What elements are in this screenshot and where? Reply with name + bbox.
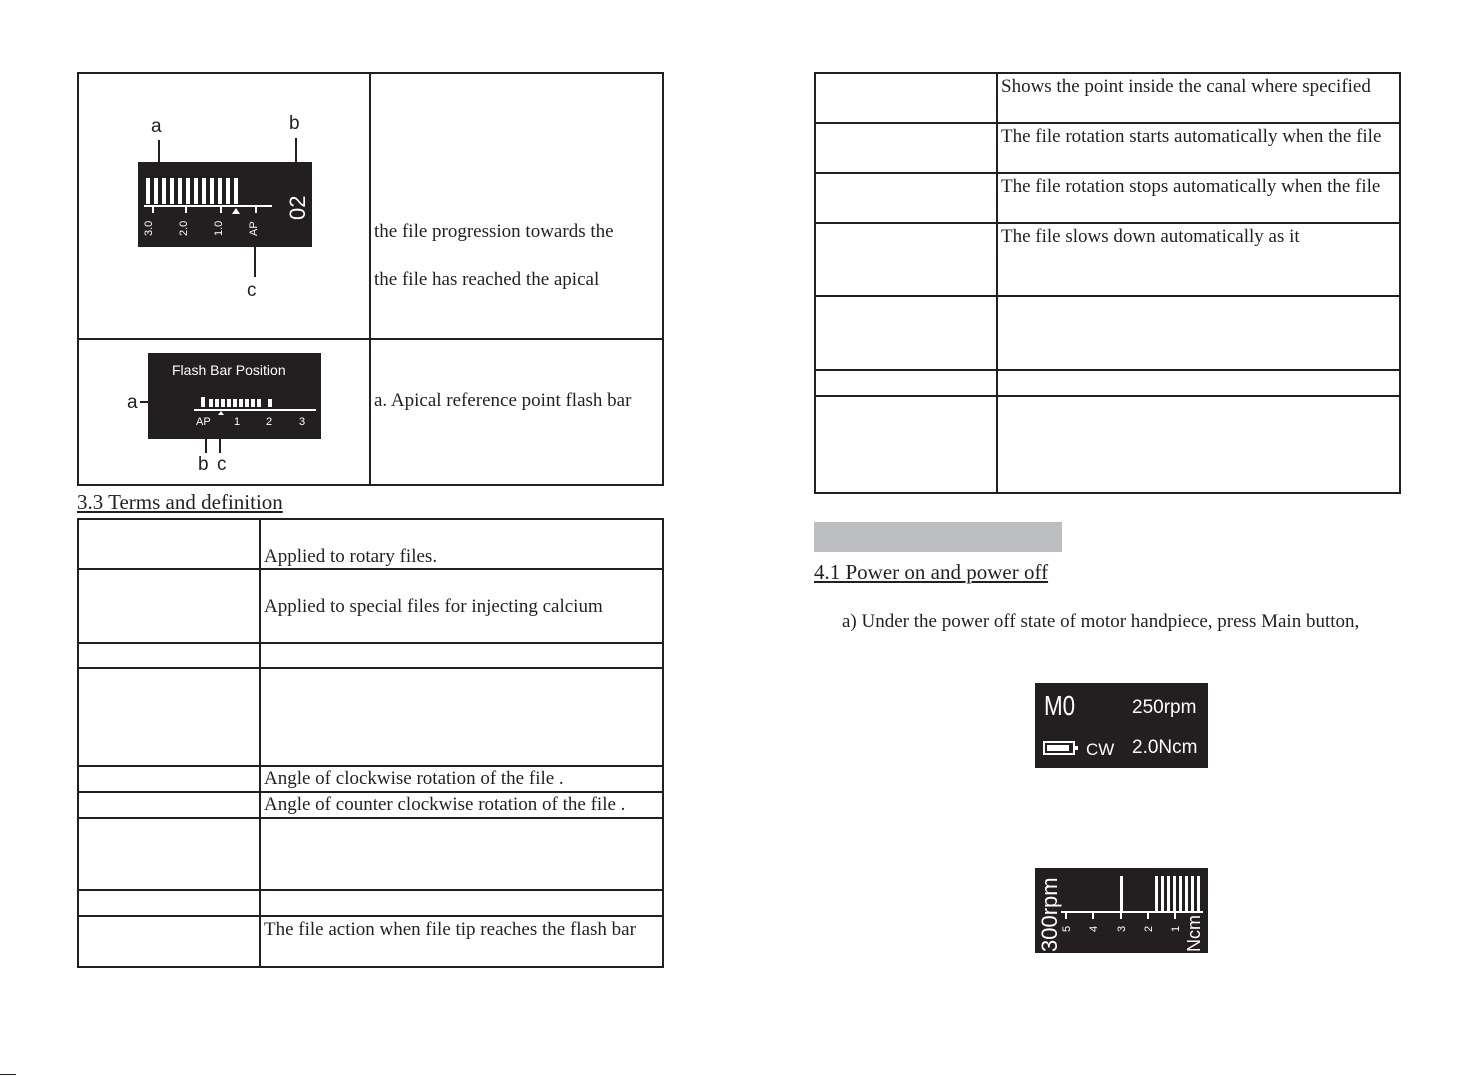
fig2-leader-b	[205, 439, 207, 453]
display2-tick-4: 4	[1088, 925, 1100, 932]
fig2-leader-c	[219, 439, 221, 453]
terms-row-6: Angle of counter clockwise rotation of the file .	[264, 794, 626, 815]
right-row-line	[814, 295, 1401, 297]
display2-tick-1: 1	[1170, 925, 1182, 932]
display2-unit: Ncm	[1184, 915, 1204, 952]
display2-tick-5: 5	[1061, 925, 1073, 932]
fig2-tick-2: 2	[266, 416, 273, 428]
power-paragraph: a) Under the power off state of motor handpiece, press Main button,	[842, 611, 1360, 632]
figure-table-divider	[369, 72, 371, 486]
fig2-text: a. Apical reference point flash bar	[374, 390, 632, 411]
mode-label: M0	[1044, 690, 1076, 721]
fig2-tick-1: 1	[234, 416, 241, 428]
fig1-leader-c	[254, 247, 256, 277]
right-row-line	[814, 369, 1401, 371]
fig2-label-c: c	[217, 454, 227, 475]
terms-table	[77, 518, 664, 968]
fig2-label-a: a	[127, 392, 138, 413]
right-row-3: The file rotation stops automatically when the file	[1001, 176, 1381, 197]
fig1-tick-3: 3.0	[143, 220, 155, 236]
terms-row-line	[77, 568, 664, 570]
fig1-tick-ap: AP	[248, 221, 260, 236]
battery-icon	[1043, 741, 1075, 755]
right-row-4: The file slows down automatically as it	[1001, 226, 1300, 247]
speed-label: 250rpm	[1132, 697, 1197, 718]
fig1-label-c: c	[247, 280, 257, 301]
fig1-label-a: a	[151, 116, 162, 137]
right-row-1: Shows the point inside the canal where specified	[1001, 76, 1371, 97]
fig2-label-b: b	[198, 454, 209, 475]
fig2-leader-a	[140, 401, 150, 403]
torque-label: 2.0Ncm	[1132, 737, 1198, 758]
right-row-2: The file rotation starts automatically when the file	[1001, 126, 1382, 147]
terms-row-line	[77, 791, 664, 793]
section-heading: 4.1 Power on and power off	[814, 560, 1049, 584]
section-bar	[814, 522, 1062, 552]
display2-tick-2: 2	[1143, 925, 1155, 932]
fig1-label-b: b	[289, 113, 300, 134]
fig2-title: Flash Bar Position	[172, 362, 286, 378]
fig2-display	[148, 353, 321, 439]
right-row-line	[814, 122, 1401, 124]
fig1-text-2: the file has reached the apical	[374, 269, 600, 290]
terms-row-5: Angle of clockwise rotation of the file .	[264, 768, 564, 789]
terms-row-2: Applied to special files for injecting calcium	[264, 596, 603, 617]
terms-row-line	[77, 915, 664, 917]
fig1-number: 02	[285, 195, 310, 220]
terms-row-line	[77, 765, 664, 767]
figure-table-row-divider	[77, 338, 664, 340]
terms-table-divider	[259, 518, 261, 968]
terms-row-1: Applied to rotary files.	[264, 546, 438, 567]
fig1-text-1: the file progression towards the	[374, 221, 614, 242]
right-table-divider	[996, 72, 998, 494]
terms-row-line	[77, 667, 664, 669]
terms-row-line	[77, 817, 664, 819]
right-row-line	[814, 222, 1401, 224]
terms-heading: 3.3 Terms and definition	[77, 490, 283, 514]
display2-speed: 300rpm	[1037, 877, 1062, 952]
crop-mark	[0, 1074, 16, 1075]
terms-row-line	[77, 889, 664, 891]
terms-row-9: The file action when file tip reaches the flash bar	[264, 919, 636, 940]
motor-display-2	[1035, 868, 1208, 953]
display2-tick-3: 3	[1116, 925, 1128, 932]
right-row-line	[814, 172, 1401, 174]
fig1-leader-b	[295, 138, 297, 164]
fig1-leader-a	[158, 140, 160, 164]
motor-display-1	[1035, 683, 1208, 768]
direction-label: CW	[1086, 740, 1115, 759]
right-row-line	[814, 395, 1401, 397]
terms-row-line	[77, 642, 664, 644]
fig1-tick-1: 1.0	[213, 220, 225, 236]
fig1-tick-2: 2.0	[178, 220, 190, 236]
fig2-tick-3: 3	[299, 416, 306, 428]
fig2-tick-ap: AP	[196, 416, 211, 428]
fig1-display	[138, 162, 312, 247]
